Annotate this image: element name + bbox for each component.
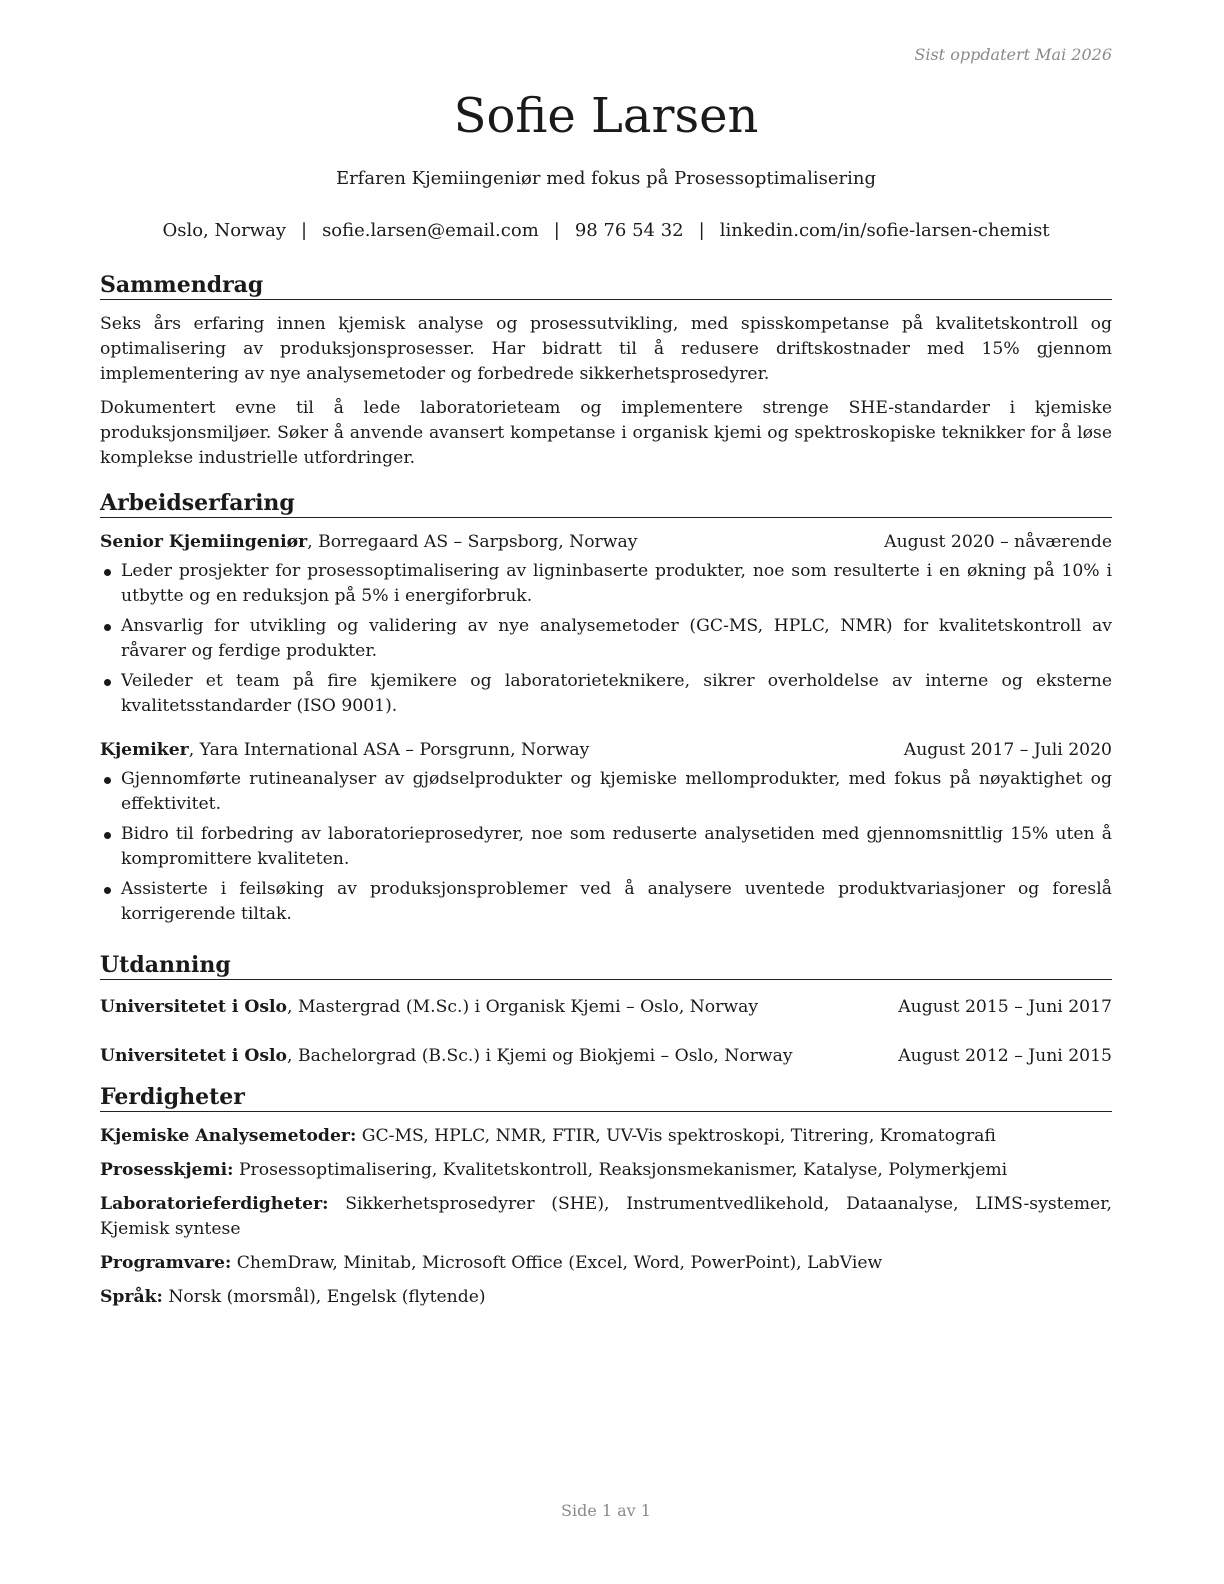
education-entry (100, 1044, 1112, 1069)
skill-row (100, 1158, 1112, 1183)
contact-linkedin[interactable]: linkedin.com/in/sofie-larsen-chemist (719, 220, 1050, 241)
bullet-icon (104, 624, 111, 631)
skill-value: ChemDraw, Minitab, Microsoft Office (Excel, Word, PowerPoint), LabView (231, 1253, 883, 1273)
skill-row (100, 1124, 1112, 1149)
skill-label: Kjemiske Analysemetoder: (100, 1126, 357, 1146)
bullet-text: Veileder et team på fire kjemikere og laboratorieteknikere, sikrer overholdelse av interne og eksterne kvalitetsstandarder (ISO 9001). (121, 671, 1112, 716)
job-dates: August 2020 – nåværende (884, 532, 1112, 552)
education-heading: Utdanning (100, 951, 1112, 980)
skill-value: Norsk (morsmål), Engelsk (flytende) (162, 1287, 486, 1307)
skills-heading: Ferdigheter (100, 1083, 1112, 1112)
skill-label: Språk: (100, 1287, 163, 1307)
bullet-text: Ansvarlig for utvikling og validering av nye analysemetoder (GC-MS, HPLC, NMR) for kvalitetskontroll av råvarer og ferdige produkter. (121, 616, 1112, 661)
bullet-icon (104, 777, 111, 784)
job-header (100, 530, 1112, 555)
job-entry (100, 738, 1112, 927)
list-item (100, 767, 1112, 817)
contact-separator: | (300, 220, 308, 241)
last-updated: Sist oppdatert Mai 2026 (914, 45, 1112, 64)
contact-location: Oslo, Norway (162, 220, 286, 241)
bullet-text: Leder prosjekter for prosessoptimalisering av ligninbaserte produkter, noe som resulterte i en økning på 10% i utbytte og en reduksjon på 5% i energiforbruk. (121, 561, 1112, 606)
skill-label: Laboratorieferdigheter: (100, 1194, 329, 1214)
education-dates: August 2012 – Juni 2015 (898, 1046, 1112, 1066)
education-degree: , Bachelorgrad (B.Sc.) i Kjemi og Biokjemi – Oslo, Norway (287, 1046, 793, 1066)
education-dates: August 2015 – Juni 2017 (898, 997, 1112, 1017)
education-school: Universitetet i Oslo (100, 997, 288, 1017)
resume-page (100, 0, 1112, 1584)
job-employer: , Borregaard AS – Sarpsborg, Norway (307, 532, 638, 552)
job-role: Senior Kjemiingeniør (100, 532, 308, 552)
skill-label: Prosesskjemi: (100, 1160, 234, 1180)
job-role: Kjemiker (100, 740, 189, 760)
skill-row (100, 1251, 1112, 1276)
education-degree: , Mastergrad (M.Sc.) i Organisk Kjemi – Oslo, Norway (287, 997, 759, 1017)
experience-heading: Arbeidserfaring (100, 489, 1112, 518)
skills-section (100, 1083, 1112, 1319)
skill-value: GC-MS, HPLC, NMR, FTIR, UV-Vis spektroskopi, Titrering, Kromatografi (356, 1126, 996, 1146)
list-item (100, 614, 1112, 664)
contact-separator: | (553, 220, 560, 241)
skill-row (100, 1192, 1112, 1242)
job-dates: August 2017 – Juli 2020 (903, 740, 1112, 760)
candidate-title: Erfaren Kjemiingeniør med fokus på Prosessoptimalisering (335, 168, 877, 189)
summary-section (100, 271, 1112, 480)
list-item (100, 669, 1112, 719)
list-item (100, 877, 1112, 927)
contact-separator: | (698, 220, 705, 241)
skill-label: Programvare: (100, 1253, 232, 1273)
job-header (100, 738, 1112, 763)
bullet-text: Gjennomførte rutineanalyser av gjødselprodukter og kjemiske mellomprodukter, med fokus på nøyaktighet og effektivitet. (121, 769, 1112, 814)
job-employer: , Yara International ASA – Porsgrunn, Norway (188, 740, 590, 760)
job-entry (100, 530, 1112, 719)
skill-value: Sikkerhetsprosedyrer (SHE), Instrumentvedlikehold, Dataanalyse, LIMS-systemer, Kjemisk syntese (100, 1194, 1112, 1239)
experience-section (100, 489, 1112, 932)
list-item (100, 822, 1112, 872)
bullet-icon (104, 887, 111, 894)
list-item (100, 559, 1112, 609)
education-section (100, 951, 1112, 1069)
bullet-icon (104, 832, 111, 839)
page-number: Side 1 av 1 (561, 1501, 651, 1520)
candidate-name: Sofie Larsen (453, 88, 759, 144)
contact-line (100, 219, 1112, 243)
bullet-text: Assisterte i feilsøking av produksjonsproblemer ved å analysere uventede produktvariasjoner og foreslå korrigerende tiltak. (121, 879, 1112, 924)
skill-value: Prosessoptimalisering, Kvalitetskontroll, Reaksjonsmekanismer, Katalyse, Polymerkjemi (233, 1160, 1008, 1180)
contact-phone: 98 76 54 32 (574, 220, 684, 241)
job-bullets (100, 767, 1112, 927)
skill-row (100, 1285, 1112, 1310)
bullet-text: Bidro til forbedring av laboratorieprosedyrer, noe som reduserte analysetiden med gjennomsnittlig 15% uten å kompromittere kvaliteten. (121, 824, 1112, 869)
bullet-icon (104, 679, 111, 686)
job-bullets (100, 559, 1112, 719)
summary-paragraph: Dokumentert evne til å lede laboratorieteam og implementere strenge SHE-standarder i kjemiske produksjonsmiljøer. Søker å anvende avansert kompetanse i organisk kjemi og spektroskopiske teknikker for å løse komplekse industrielle utfordringer. (100, 398, 1112, 468)
education-entry (100, 995, 1112, 1020)
summary-heading: Sammendrag (100, 271, 1112, 300)
bullet-icon (104, 569, 111, 576)
education-school: Universitetet i Oslo (100, 1046, 288, 1066)
contact-email[interactable]: sofie.larsen@email.com (322, 220, 539, 241)
summary-paragraph: Seks års erfaring innen kjemisk analyse og prosessutvikling, med spisskompetanse på kvalitetskontroll og optimalisering av produksjonsprosesser. Har bidratt til å redusere driftskostnader med 15% gjennom implementering av nye analysemetoder og forbedrede sikkerhetsprosedyrer. (100, 314, 1112, 384)
